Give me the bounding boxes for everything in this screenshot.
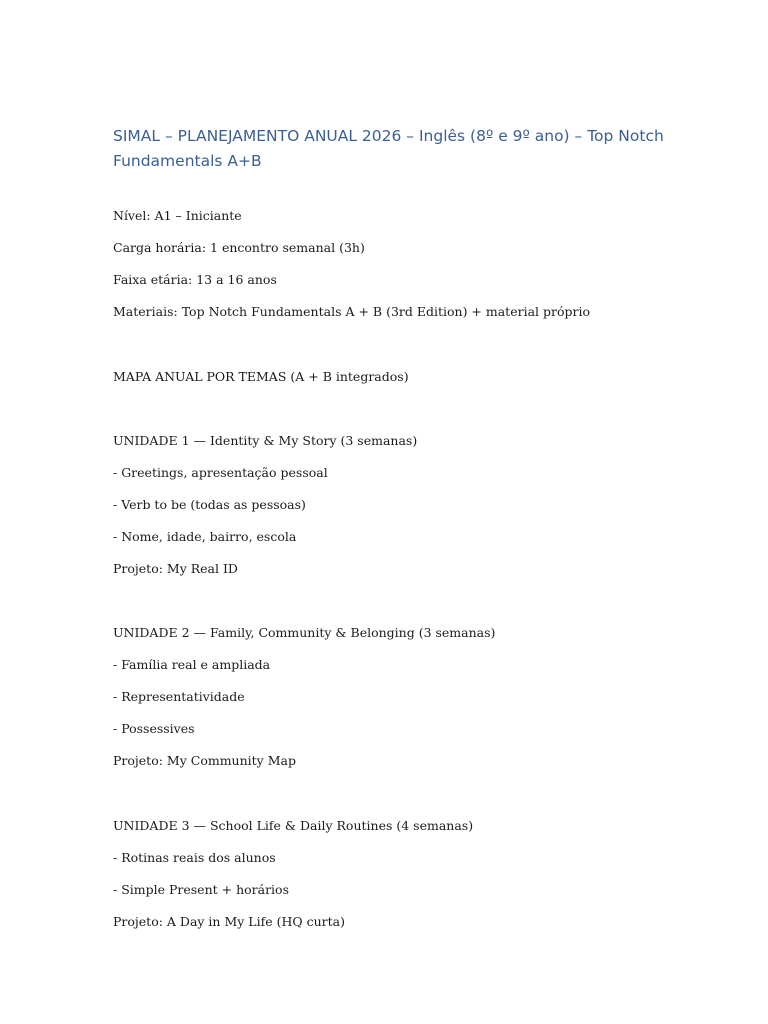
unit-3-project: Projeto: A Day in My Life (HQ curta)	[113, 914, 345, 929]
info-materials: Materiais: Top Notch Fundamentals A + B (3rd Edition) + material próprio	[113, 304, 590, 319]
info-level: Nível: A1 – Iniciante	[113, 208, 242, 223]
unit-1-item: - Nome, idade, bairro, escola	[113, 529, 297, 544]
unit-2-heading: UNIDADE 2 — Family, Community & Belonging (3 semanas)	[113, 625, 496, 640]
unit-3-item: - Rotinas reais dos alunos	[113, 850, 276, 865]
info-age-range: Faixa etária: 13 a 16 anos	[113, 272, 277, 287]
unit-1-item: - Verb to be (todas as pessoas)	[113, 497, 306, 512]
unit-2-item: - Possessives	[113, 721, 195, 736]
unit-2-item: - Família real e ampliada	[113, 657, 271, 672]
document-title: SIMAL – PLANEJAMENTO ANUAL 2026 – Inglês (8º e 9º ano) – Top Notch Fundamentals A+B	[113, 127, 664, 170]
unit-1-item: - Greetings, apresentação pessoal	[113, 465, 328, 480]
unit-1-heading: UNIDADE 1 — Identity & My Story (3 semanas)	[113, 433, 418, 448]
info-workload: Carga horária: 1 encontro semanal (3h)	[113, 240, 365, 255]
unit-2-item: - Representatividade	[113, 689, 245, 704]
unit-2-project: Projeto: My Community Map	[113, 753, 296, 768]
unit-3-item: - Simple Present + horários	[113, 882, 289, 897]
unit-3-heading: UNIDADE 3 — School Life & Daily Routines (4 semanas)	[113, 818, 474, 833]
unit-1-project: Projeto: My Real ID	[113, 561, 238, 576]
map-heading: MAPA ANUAL POR TEMAS (A + B integrados)	[113, 369, 409, 384]
